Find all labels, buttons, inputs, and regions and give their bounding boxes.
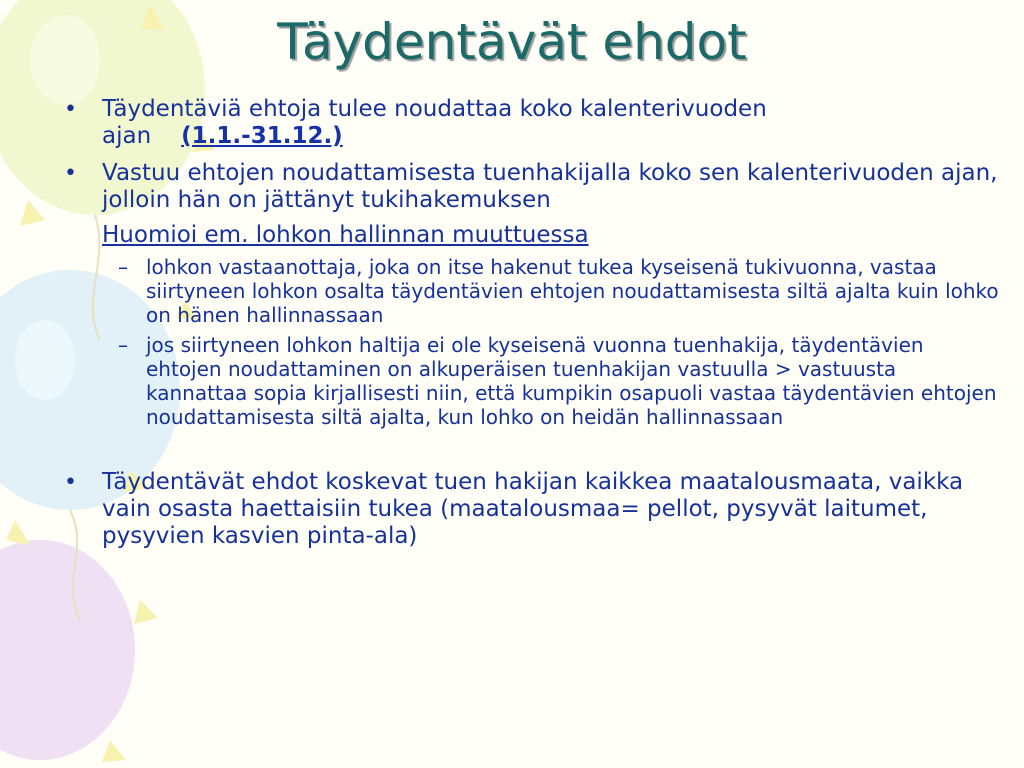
- sub-bullet-item: [60, 255, 1000, 327]
- dash-glyph: –: [118, 255, 128, 279]
- bullet-glyph: •: [64, 470, 77, 495]
- bullet-glyph: •: [64, 161, 77, 186]
- bullet-glyph: •: [64, 97, 77, 122]
- purple-balloon: [0, 540, 135, 760]
- sub-bullet-text: jos siirtyneen lohkon haltija ei ole kyseisenä vuonna tuenhakija, täydentävien ehtojen noudattaminen on alkuperäisen tuenhakijan vastuulla > vastuusta kannattaa sopia kirjallisesti niin, että kumpikin osapuoli vastaa täydentävien ehtojen noudattamisesta siltä ajalta, kun lohko on heidän hallinnassaan: [146, 333, 997, 429]
- note-text: Huomioi em. lohkon hallinnan muuttuessa: [102, 222, 589, 248]
- bullet-item: [60, 469, 1000, 550]
- bullet-item: [60, 96, 1000, 150]
- confetti-triangle: [6, 520, 30, 545]
- confetti-triangle: [20, 200, 45, 226]
- slide-title: Täydentävät ehdot: [277, 13, 747, 71]
- note-line: [60, 222, 1000, 249]
- slide-content: [60, 96, 1000, 550]
- dash-glyph: –: [118, 333, 128, 357]
- sub-bullet-text: lohkon vastaanottaja, joka on itse hakenut tukea kyseisenä tukivuonna, vastaa siirtyneen lohkon osalta täydentävien ehtojen noudattamisesta siltä ajalta kuin lohko on hänen hallinnassaan: [146, 255, 999, 327]
- date-range-link[interactable]: (1.1.-31.12.): [181, 123, 343, 149]
- bullet-item: [60, 160, 1000, 214]
- bullet-text: Täydentävät ehdot koskevat tuen hakijan kaikkea maatalousmaata, vaikka vain osasta haettaisiin tukea (maatalousmaa= pellot, pysyvät laitumet, pysyvien kasvien pinta-ala): [102, 469, 964, 549]
- bullet-text: Täydentäviä ehtoja tulee noudattaa koko kalenterivuoden ajan: [102, 96, 767, 149]
- sub-bullet-item: [60, 333, 1000, 429]
- bullet-text: Vastuu ehtojen noudattamisesta tuenhakijalla koko sen kalenterivuoden ajan, jolloin hän on jättänyt tukihakemuksen: [102, 160, 998, 213]
- confetti-triangle: [134, 600, 158, 624]
- confetti-triangle: [102, 740, 126, 762]
